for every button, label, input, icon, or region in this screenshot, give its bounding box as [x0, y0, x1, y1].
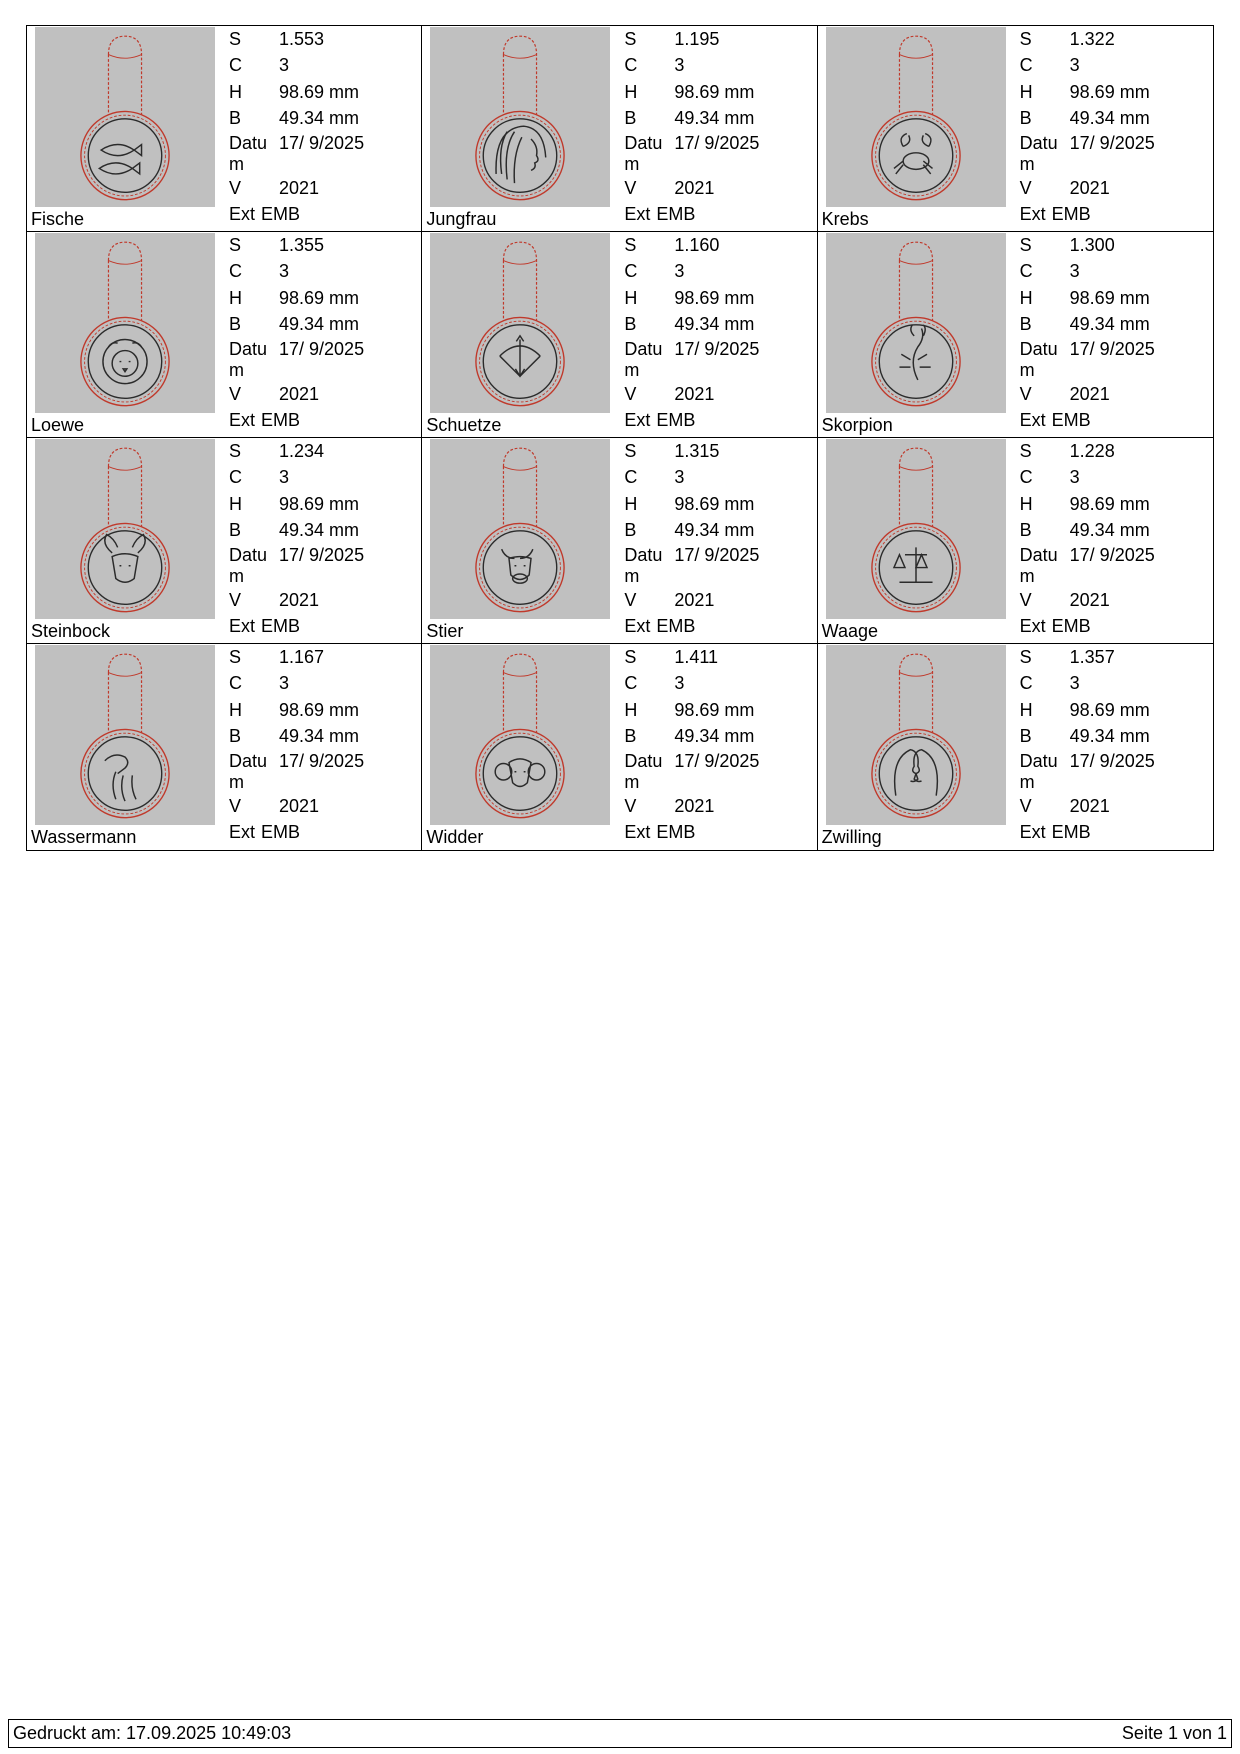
value-version: 2021	[1069, 178, 1110, 199]
value-height: 98.69 mm	[1069, 287, 1150, 308]
design-thumbnail	[826, 233, 1006, 413]
value-version: 2021	[279, 796, 320, 817]
label-c: C	[1019, 673, 1033, 694]
label-v: V	[229, 384, 242, 405]
value-width: 49.34 mm	[1069, 519, 1150, 540]
label-datum: Datu m	[1019, 751, 1058, 793]
label-h: H	[229, 699, 242, 720]
value-date: 17/ 9/2025	[1069, 133, 1155, 154]
label-h: H	[624, 81, 638, 102]
label-datum: Datu m	[1019, 133, 1058, 175]
lion-icon	[35, 233, 215, 413]
value-stitches: 1.355	[279, 235, 325, 255]
label-ext: Ext	[624, 822, 651, 843]
value-height: 98.69 mm	[279, 699, 360, 720]
value-ext: EMB	[656, 204, 696, 225]
twins-icon	[826, 645, 1006, 825]
value-date: 17/ 9/2025	[279, 545, 365, 566]
label-c: C	[1019, 55, 1033, 76]
value-colors: 3	[279, 467, 290, 488]
label-v: V	[624, 384, 637, 405]
label-h: H	[1019, 699, 1033, 720]
label-b: B	[1019, 107, 1032, 128]
design-thumbnail	[35, 439, 215, 619]
design-info	[229, 438, 409, 640]
label-h: H	[229, 81, 242, 102]
design-thumbnail	[430, 439, 610, 619]
value-ext: EMB	[656, 410, 696, 431]
value-version: 2021	[674, 178, 715, 199]
value-height: 98.69 mm	[279, 287, 360, 308]
design-thumbnail	[35, 645, 215, 825]
design-info	[624, 232, 804, 434]
water-pourer-icon	[35, 645, 215, 825]
label-c: C	[229, 673, 242, 694]
label-c: C	[624, 673, 638, 694]
design-thumbnail	[430, 233, 610, 413]
design-info	[229, 644, 409, 846]
label-h: H	[1019, 493, 1033, 514]
value-colors: 3	[1069, 55, 1080, 76]
ram-icon	[430, 645, 610, 825]
label-c: C	[624, 467, 638, 488]
design-name: Krebs	[821, 209, 869, 229]
value-version: 2021	[279, 384, 320, 405]
value-stitches: 1.315	[674, 441, 720, 461]
label-ext: Ext	[1019, 410, 1046, 431]
value-width: 49.34 mm	[279, 313, 360, 334]
value-width: 49.34 mm	[674, 725, 755, 746]
label-b: B	[624, 107, 637, 128]
design-info	[1020, 438, 1200, 640]
value-height: 98.69 mm	[279, 493, 360, 514]
value-date: 17/ 9/2025	[1069, 545, 1155, 566]
value-stitches: 1.234	[279, 441, 325, 461]
value-width: 49.34 mm	[1069, 107, 1150, 128]
value-ext: EMB	[1051, 616, 1091, 637]
value-width: 49.34 mm	[1069, 725, 1150, 746]
design-cell	[818, 26, 1213, 232]
label-datum: Datu m	[624, 751, 663, 793]
value-stitches: 1.167	[279, 647, 325, 667]
design-grid	[26, 25, 1214, 851]
label-v: V	[1019, 590, 1032, 611]
label-ext: Ext	[229, 204, 256, 225]
value-stitches: 1.195	[674, 29, 720, 49]
label-datum: Datu m	[229, 751, 268, 793]
printed-timestamp: Gedruckt am: 17.09.2025 10:49:03	[13, 1723, 292, 1743]
design-info	[229, 26, 409, 228]
design-info	[624, 438, 804, 640]
design-cell	[27, 438, 422, 644]
label-b: B	[1019, 519, 1032, 540]
label-ext: Ext	[624, 410, 651, 431]
value-stitches: 1.300	[1069, 235, 1115, 255]
label-h: H	[229, 493, 242, 514]
design-cell	[818, 232, 1213, 438]
design-cell	[27, 232, 422, 438]
design-name: Fische	[31, 209, 85, 229]
label-s: S	[624, 29, 637, 49]
label-b: B	[1019, 313, 1032, 334]
design-info	[624, 26, 804, 228]
value-width: 49.34 mm	[674, 107, 755, 128]
value-date: 17/ 9/2025	[674, 339, 760, 360]
value-colors: 3	[674, 261, 685, 282]
label-v: V	[1019, 796, 1032, 817]
design-thumbnail	[826, 439, 1006, 619]
label-c: C	[229, 467, 242, 488]
design-name: Steinbock	[31, 621, 111, 641]
value-stitches: 1.553	[279, 29, 325, 49]
value-height: 98.69 mm	[674, 699, 755, 720]
design-cell	[818, 644, 1213, 850]
value-ext: EMB	[261, 822, 301, 843]
label-b: B	[624, 519, 637, 540]
ibex-icon	[35, 439, 215, 619]
value-height: 98.69 mm	[674, 81, 755, 102]
label-b: B	[229, 107, 242, 128]
label-c: C	[1019, 467, 1033, 488]
label-h: H	[624, 699, 638, 720]
value-date: 17/ 9/2025	[674, 545, 760, 566]
crab-icon	[826, 27, 1006, 207]
design-name: Jungfrau	[426, 209, 497, 229]
label-datum: Datu m	[624, 339, 663, 381]
value-date: 17/ 9/2025	[279, 133, 365, 154]
label-ext: Ext	[1019, 616, 1046, 637]
design-info	[1020, 26, 1200, 228]
design-cell	[422, 644, 817, 850]
value-date: 17/ 9/2025	[674, 751, 760, 772]
label-v: V	[624, 178, 637, 199]
design-info	[229, 232, 409, 434]
design-name: Wassermann	[31, 827, 137, 847]
value-version: 2021	[674, 796, 715, 817]
design-cell	[422, 232, 817, 438]
label-h: H	[229, 287, 242, 308]
label-datum: Datu m	[624, 133, 663, 175]
label-b: B	[624, 313, 637, 334]
label-c: C	[624, 261, 638, 282]
label-datum: Datu m	[229, 545, 268, 587]
label-s: S	[1019, 235, 1032, 255]
label-ext: Ext	[229, 410, 256, 431]
value-version: 2021	[674, 590, 715, 611]
label-v: V	[229, 796, 242, 817]
label-b: B	[624, 725, 637, 746]
bow-arrow-icon	[430, 233, 610, 413]
value-width: 49.34 mm	[279, 107, 360, 128]
label-v: V	[624, 590, 637, 611]
design-thumbnail	[35, 233, 215, 413]
label-s: S	[1019, 441, 1032, 461]
design-name: Waage	[821, 621, 879, 641]
value-colors: 3	[279, 261, 290, 282]
design-name: Zwilling	[821, 827, 882, 847]
label-s: S	[624, 235, 637, 255]
label-datum: Datu m	[1019, 339, 1058, 381]
label-c: C	[1019, 261, 1033, 282]
label-s: S	[229, 29, 242, 49]
design-cell	[27, 26, 422, 232]
value-stitches: 1.160	[674, 235, 720, 255]
value-stitches: 1.322	[1069, 29, 1115, 49]
value-colors: 3	[674, 673, 685, 694]
value-ext: EMB	[1051, 410, 1091, 431]
label-ext: Ext	[229, 822, 256, 843]
label-s: S	[229, 235, 242, 255]
design-thumbnail	[826, 645, 1006, 825]
label-v: V	[1019, 178, 1032, 199]
label-h: H	[1019, 287, 1033, 308]
design-info	[624, 644, 804, 846]
value-width: 49.34 mm	[279, 725, 360, 746]
label-v: V	[229, 590, 242, 611]
label-v: V	[1019, 384, 1032, 405]
label-v: V	[624, 796, 637, 817]
design-name: Schuetze	[426, 415, 502, 435]
design-cell	[818, 438, 1213, 644]
label-datum: Datu m	[229, 133, 268, 175]
value-stitches: 1.357	[1069, 647, 1115, 667]
value-stitches: 1.411	[674, 647, 719, 667]
value-date: 17/ 9/2025	[1069, 339, 1155, 360]
scorpion-icon	[826, 233, 1006, 413]
label-b: B	[229, 725, 242, 746]
design-info	[1020, 232, 1200, 434]
label-c: C	[229, 55, 242, 76]
value-height: 98.69 mm	[1069, 81, 1150, 102]
label-s: S	[1019, 29, 1032, 49]
value-height: 98.69 mm	[279, 81, 360, 102]
value-ext: EMB	[1051, 822, 1091, 843]
label-h: H	[624, 493, 638, 514]
label-s: S	[624, 647, 637, 667]
value-height: 98.69 mm	[674, 493, 755, 514]
design-thumbnail	[430, 27, 610, 207]
label-h: H	[1019, 81, 1033, 102]
label-ext: Ext	[229, 616, 256, 637]
value-colors: 3	[674, 55, 685, 76]
value-colors: 3	[1069, 673, 1080, 694]
label-s: S	[1019, 647, 1032, 667]
value-width: 49.34 mm	[279, 519, 360, 540]
label-datum: Datu m	[624, 545, 663, 587]
label-h: H	[624, 287, 638, 308]
value-colors: 3	[674, 467, 685, 488]
label-s: S	[624, 441, 637, 461]
value-width: 49.34 mm	[1069, 313, 1150, 334]
value-colors: 3	[1069, 261, 1080, 282]
value-colors: 3	[279, 55, 290, 76]
label-c: C	[624, 55, 638, 76]
value-width: 49.34 mm	[674, 519, 755, 540]
value-version: 2021	[1069, 384, 1110, 405]
value-version: 2021	[674, 384, 715, 405]
label-b: B	[229, 519, 242, 540]
scales-icon	[826, 439, 1006, 619]
print-footer	[8, 1719, 1232, 1748]
value-colors: 3	[279, 673, 290, 694]
value-width: 49.34 mm	[674, 313, 755, 334]
label-ext: Ext	[624, 204, 651, 225]
value-version: 2021	[279, 590, 320, 611]
label-b: B	[1019, 725, 1032, 746]
design-name: Stier	[426, 621, 464, 641]
value-version: 2021	[1069, 590, 1110, 611]
design-cell	[27, 644, 422, 850]
design-name: Skorpion	[821, 415, 893, 435]
value-colors: 3	[1069, 467, 1080, 488]
label-v: V	[229, 178, 242, 199]
value-date: 17/ 9/2025	[674, 133, 760, 154]
value-ext: EMB	[656, 616, 696, 637]
label-ext: Ext	[1019, 204, 1046, 225]
value-ext: EMB	[656, 822, 696, 843]
value-height: 98.69 mm	[674, 287, 755, 308]
value-ext: EMB	[261, 410, 301, 431]
design-thumbnail	[35, 27, 215, 207]
value-height: 98.69 mm	[1069, 699, 1150, 720]
virgo-face-icon	[430, 27, 610, 207]
label-c: C	[229, 261, 242, 282]
label-datum: Datu m	[1019, 545, 1058, 587]
page-number: Seite 1 von 1	[1121, 1723, 1227, 1743]
value-version: 2021	[279, 178, 320, 199]
label-s: S	[229, 441, 242, 461]
fish-icon	[35, 27, 215, 207]
label-ext: Ext	[1019, 822, 1046, 843]
bull-icon	[430, 439, 610, 619]
value-date: 17/ 9/2025	[1069, 751, 1155, 772]
value-date: 17/ 9/2025	[279, 339, 365, 360]
design-cell	[422, 438, 817, 644]
design-thumbnail	[826, 27, 1006, 207]
label-s: S	[229, 647, 242, 667]
value-version: 2021	[1069, 796, 1110, 817]
design-thumbnail	[430, 645, 610, 825]
value-ext: EMB	[261, 616, 301, 637]
value-stitches: 1.228	[1069, 441, 1115, 461]
value-ext: EMB	[261, 204, 301, 225]
value-ext: EMB	[1051, 204, 1091, 225]
value-date: 17/ 9/2025	[279, 751, 365, 772]
design-name: Widder	[426, 827, 484, 847]
design-cell	[422, 26, 817, 232]
design-name: Loewe	[31, 415, 85, 435]
label-b: B	[229, 313, 242, 334]
design-info	[1020, 644, 1200, 846]
value-height: 98.69 mm	[1069, 493, 1150, 514]
label-ext: Ext	[624, 616, 651, 637]
label-datum: Datu m	[229, 339, 268, 381]
